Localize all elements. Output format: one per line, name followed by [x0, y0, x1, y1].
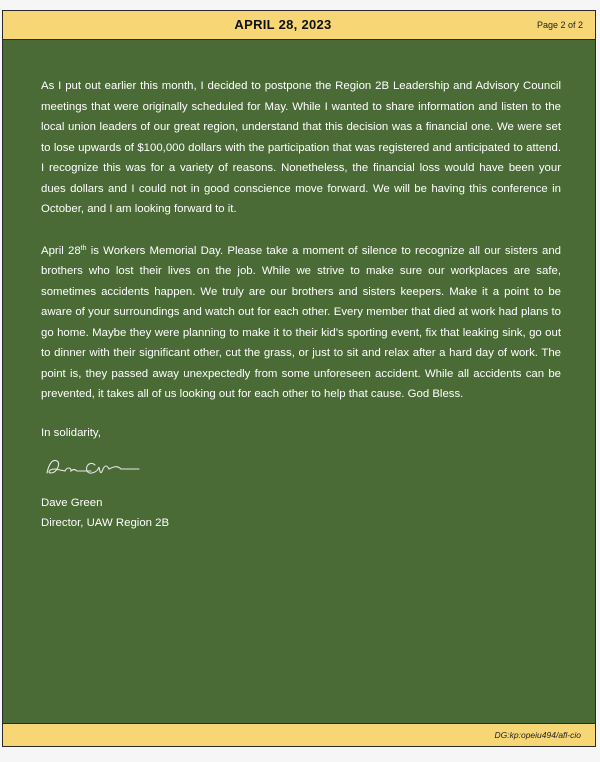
closing-line: In solidarity, [41, 426, 101, 439]
paragraph-body: is Workers Memorial Day. Please take a moment of silence to recognize all our sisters and brothers who lost their lives on the job. While we strive to make sure our workplaces are safe, sometimes accidents happen. We truly are our brothers and sisters keepers. Make it a point to be aware of your surroundings and watch out for each other. Every member that died at work had plans to go home. Maybe they were planning to make it to their kid’s sporting event, fix that leaking sink, go out to dinner with their significant other, cut the grass, or just to sit and relax after a hard day of work. The point is, they passed away unexpectedly from some unforeseen accident. While all accidents can be prevented, it takes all of us looking out for each other to help that cause. God Bless. [41, 244, 562, 400]
paragraph-workers-memorial-day [41, 241, 561, 405]
page-number: Page 2 of 2 [536, 20, 583, 30]
letter-panel [2, 40, 596, 723]
footer-reference: DG:kp:opeiu494/afl-cio [494, 730, 581, 740]
ordinal-suffix: th [80, 244, 87, 252]
paragraph-date: April 28 [41, 244, 81, 257]
signer-title: Director, UAW Region 2B [41, 517, 170, 529]
letter-content [41, 76, 561, 534]
signer-name: Dave Green [41, 496, 103, 509]
header-date: APRIL 28, 2023 [234, 17, 332, 32]
signature-image [43, 453, 143, 481]
paragraph-postponement: As I put out earlier this month, I decided to postpone the Region 2B Leadership and Advisory Council meetings that were originally scheduled for May. While I wanted to share information and listen to the local union leaders of our great region, understand that this decision was a financial one. We were set to lose upwards of $100,000 dollars with the participation that was registered and anticipated to attend. I recognize this was for a variety of reasons. Nonetheless, the financial loss would have been your dues dollars and I could not in good conscience move forward. We will be having this conference in October, and I am looking forward to it. [41, 80, 561, 215]
header-bar [2, 10, 596, 40]
footer-bar [2, 723, 596, 747]
